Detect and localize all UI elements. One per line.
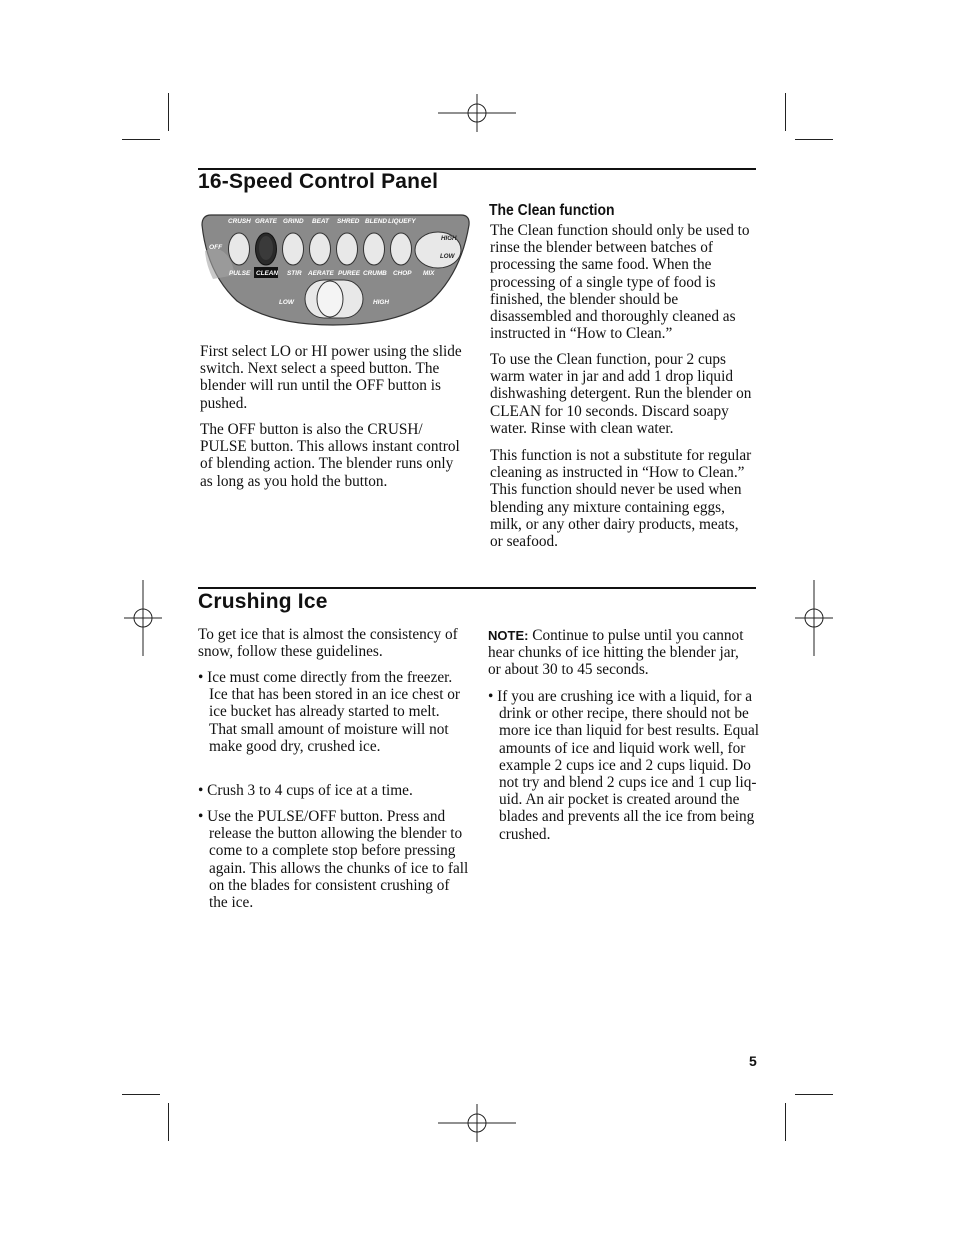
crop-mark-top-left-horizontal [122,139,160,140]
panel-label-clean: CLEAN [256,270,279,277]
speed-intro-paragraph-2: The OFF button is also the CRUSH/ PULSE button. This allows instant control of blending action. The blender runs only as long as you hold the button. [200,421,460,490]
section-divider-middle [198,587,756,589]
crop-mark-bottom-left-vertical [168,1103,169,1141]
panel-switch-label-high: HIGH [373,299,389,306]
crop-mark-top-left-vertical [168,93,169,131]
panel-label-crush: CRUSH [228,218,251,225]
crushing-intro: To get ice that is almost the consistency of snow, follow these guidelines. [198,626,458,661]
panel-speed-button [310,233,331,265]
panel-speed-button [337,233,358,265]
section-title-crushing-ice: Crushing Ice [198,590,328,613]
panel-label-crumb: CRUMB [363,270,387,277]
crop-mark-bottom-right-vertical [785,1103,786,1141]
control-panel-illustration [199,209,471,327]
panel-speed-button [364,233,385,265]
clean-paragraph-2: To use the Clean function, pour 2 cups warm water in jar and add 1 drop liquid dishwashing detergent. Run the blender on CLEAN for 10 seconds. Discard soapy water. Rinse with clean water. [490,351,752,437]
clean-paragraph-3: This function is not a substitute for regular cleaning as instructed in “How to Clean.” This function should never be used when blending any mixture containing eggs, milk, or any other dairy products, meats, or seafood. [490,447,752,551]
crop-mark-top-right-horizontal [795,139,833,140]
panel-label-grind: GRIND [283,218,304,225]
panel-off-button [229,233,250,265]
registration-mark-top [438,94,516,132]
crop-mark-top-right-vertical [785,93,786,131]
note-label: NOTE: [488,628,529,643]
registration-mark-left [124,580,162,656]
crushing-bullet-2: • Crush 3 to 4 cups of ice at a time. [198,782,413,799]
section-title-speed-control: 16-Speed Control Panel [198,170,439,193]
panel-label-grate: GRATE [255,218,277,225]
clean-paragraph-1: The Clean function should only be used to rinse the blender between batches of processing the same food. When the processing of a single type of food is finished, the blender should be disassembled and thoroughly cleaned as instructed in “How to Clean.” [490,222,750,343]
crushing-note [488,627,752,679]
panel-switch-label-low: LOW [279,299,294,306]
panel-label-liquefy: LIQUEFY [388,218,416,225]
crushing-bullet-3: • Use the PULSE/OFF button. Press and release the button allowing the blender to come to a complete stop before pressing again. This allows the chunks of ice to fall on the blades for consistent crushing of the ice. [198,808,469,912]
panel-slide-switch-knob [317,281,343,317]
crushing-bullet-liquid: • If you are crushing ice with a liquid, for a drink or other recipe, there should not be more ice than liquid for best results. Equal amounts of ice and liquid work well, for example 2 cups ice and 2 cups liquid. Do not try and blend 2 cups ice and 1 cup liq-uid. An air pocket is created around the blades and prevents all the ice from being crushed. [488,688,759,843]
clean-function-heading: The Clean function [489,202,615,219]
panel-label-puree: PUREE [338,270,361,277]
panel-label-low: LOW [440,253,455,260]
panel-label-pulse: PULSE [229,270,251,277]
speed-intro-paragraph-1: First select LO or HI power using the slide switch. Next select a speed button. The blender will run until the OFF button is pushed. [200,343,462,412]
panel-label-blend: BLEND [365,218,388,225]
panel-label-beat: BEAT [312,218,329,225]
page-number: 5 [749,1053,757,1069]
registration-mark-bottom [438,1104,516,1142]
panel-label-stir: STIR [287,270,302,277]
panel-label-aerate: AERATE [308,270,334,277]
registration-mark-right [795,580,833,656]
crop-mark-bottom-left-horizontal [122,1094,160,1095]
panel-speed-button [283,233,304,265]
crushing-bullet-1: • Ice must come directly from the freezer. Ice that has been stored in an ice chest or ice bucket has already started to melt. That small amount of moisture will not make good dry, crushed ice. [198,669,461,755]
crop-mark-bottom-right-horizontal [795,1094,833,1095]
panel-label-off: OFF [209,244,223,251]
panel-label-shred: SHRED [337,218,360,225]
panel-label-high: HIGH [441,235,457,242]
panel-label-chop: CHOP [393,270,412,277]
note-text: Continue to pulse until you cannot hear chunks of ice hitting the blender jar, or about 30 to 45 seconds. [488,627,744,679]
panel-label-mix: MIX [423,270,435,277]
panel-speed-button [391,233,412,265]
